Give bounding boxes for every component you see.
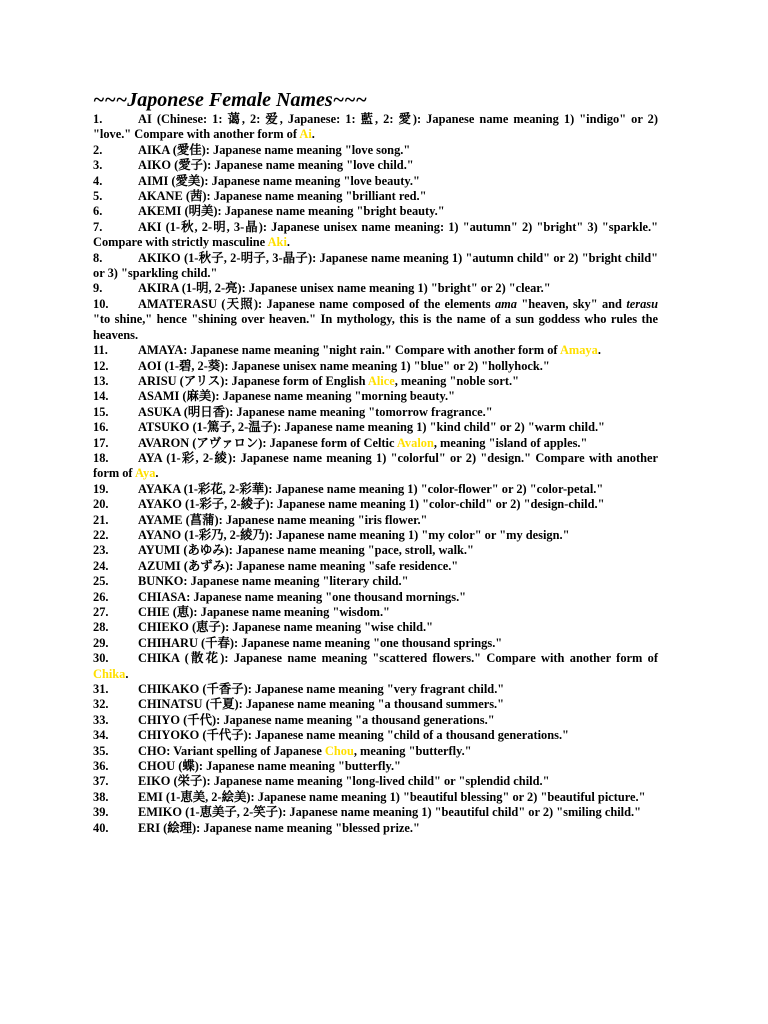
entry-number: 20.: [93, 497, 109, 512]
entry-number: 10.: [93, 296, 109, 311]
entry-number: 39.: [93, 805, 109, 820]
entry-number: 7.: [93, 219, 103, 234]
document-page: [93, 89, 658, 836]
entry-number: 17.: [93, 435, 109, 450]
entry-number: 18.: [93, 450, 109, 465]
entry-text: AMATERASU (天照): Japanese name composed of the elements: [138, 296, 495, 311]
entry-text: CHOU (蝶): Japanese name meaning "butterfly.": [138, 759, 401, 774]
entry-text: AYUMI (あゆみ): Japanese name meaning "pace, stroll, walk.": [138, 543, 474, 558]
entry-text: AOI (1-碧, 2-葵): Japanese unisex name meaning 1) "blue" or 2) "hollyhock.": [138, 358, 550, 373]
entry-text: AKI (1-秋, 2-明, 3-晶): Japanese unisex name meaning: 1) "autumn" 2) "bright" 3) "sparkle." Compare with strictly masculine: [93, 219, 658, 250]
entry-number: 25.: [93, 574, 109, 589]
list-item: [93, 559, 658, 574]
entry-text: .: [597, 343, 601, 358]
entry-text: AZUMI (あずみ): Japanese name meaning "safe residence.": [138, 558, 459, 573]
list-item: [93, 620, 658, 635]
entry-number: 2.: [93, 142, 103, 157]
entry-text: AYANO (1-彩乃, 2-綾乃): Japanese name meaning 1) "my color" or "my design.": [138, 527, 570, 542]
entry-number: 40.: [93, 820, 109, 835]
entry-number: 24.: [93, 558, 109, 573]
entry-number: 32.: [93, 697, 109, 712]
entry-text: .: [125, 666, 129, 681]
entry-text: BUNKO: Japanese name meaning "literary child.": [138, 574, 409, 589]
italic-term: terasu: [626, 296, 658, 311]
highlighted-name-reference: Chika: [93, 666, 126, 681]
entry-text: , meaning "noble sort.": [394, 373, 519, 388]
list-item: [93, 805, 658, 820]
list-item: [93, 204, 658, 219]
list-item: [93, 220, 658, 251]
highlighted-name-reference: Aki: [267, 235, 287, 250]
entry-number: 29.: [93, 635, 109, 650]
list-item: [93, 728, 658, 743]
entry-number: 36.: [93, 759, 109, 774]
entry-text: AKEMI (明美): Japanese name meaning "bright beauty.": [138, 204, 445, 219]
entry-number: 37.: [93, 774, 109, 789]
list-item: [93, 528, 658, 543]
list-item: [93, 297, 658, 343]
entry-text: CHIYO (千代): Japanese name meaning "a thousand generations.": [138, 712, 495, 727]
entry-text: ASUKA (明日香): Japanese name meaning "tomorrow fragrance.": [138, 404, 493, 419]
list-item: [93, 497, 658, 512]
list-item: [93, 451, 658, 482]
highlighted-name-reference: Alice: [367, 373, 395, 388]
list-item: [93, 389, 658, 404]
entry-text: CHIE (恵): Japanese name meaning "wisdom.": [138, 605, 390, 619]
entry-text: AIMI (愛美): Japanese name meaning "love beauty.": [138, 173, 420, 188]
list-item: [93, 158, 658, 173]
entry-number: 31.: [93, 682, 109, 697]
entry-text: ERI (絵理): Japanese name meaning "blessed prize.": [138, 820, 420, 835]
highlighted-name-reference: Aya: [134, 466, 156, 481]
list-item: [93, 744, 658, 759]
entry-text: EMIKO (1-恵美子, 2-笑子): Japanese name meaning 1) "beautiful child" or 2) "smiling child.": [138, 805, 641, 820]
entry-text: AYAME (菖蒲): Japanese name meaning "iris flower.": [138, 512, 428, 527]
highlighted-name-reference: Ai: [299, 127, 312, 142]
entry-number: 19.: [93, 481, 109, 496]
entry-text: AYA (1-彩, 2-綾): Japanese name meaning 1) "colorful" or 2) "design." Compare with another form of: [93, 450, 658, 481]
list-item: [93, 174, 658, 189]
entry-number: 26.: [93, 589, 109, 604]
list-item: [93, 636, 658, 651]
entry-text: CHIKAKO (千香子): Japanese name meaning "very fragrant child.": [138, 682, 505, 697]
page-title: ~~~Japonese Female Names~~~: [93, 89, 367, 111]
entry-number: 16.: [93, 420, 109, 435]
entry-number: 23.: [93, 543, 109, 558]
entry-text: AKIRA (1-明, 2-亮): Japanese unisex name meaning 1) "bright" or 2) "clear.": [138, 281, 551, 296]
entry-number: 38.: [93, 789, 109, 804]
entry-text: AIKO (愛子): Japanese name meaning "love child.": [138, 158, 414, 173]
entry-text: AVARON (アヴァロン): Japanese form of Celtic: [138, 435, 397, 450]
list-item: [93, 759, 658, 774]
entry-text: CHIASA: Japanese name meaning "one thousand mornings.": [138, 589, 467, 604]
italic-term: ama: [494, 296, 517, 311]
list-item: [93, 251, 658, 282]
entry-number: 1.: [93, 112, 103, 126]
entry-number: 3.: [93, 158, 103, 173]
entry-number: 15.: [93, 404, 109, 419]
list-item: [93, 374, 658, 389]
list-item: [93, 405, 658, 420]
entry-text: CHIKA (散花): Japanese name meaning "scattered flowers." Compare with another form of: [138, 651, 658, 666]
list-item: [93, 651, 658, 682]
name-list: [93, 112, 658, 836]
entry-number: 27.: [93, 605, 109, 619]
entry-text: .: [286, 235, 291, 250]
highlighted-name-reference: Amaya: [559, 343, 598, 358]
list-item: [93, 189, 658, 204]
entry-number: 11.: [93, 343, 108, 358]
entry-text: AYAKA (1-彩花, 2-彩華): Japanese name meaning 1) "color-flower" or 2) "color-petal.": [138, 481, 604, 496]
entry-number: 34.: [93, 728, 109, 743]
entry-text: AMAYA: Japanese name meaning "night rain." Compare with another form of: [138, 343, 560, 358]
entry-text: CHIEKO (恵子): Japanese name meaning "wise child.": [138, 620, 433, 635]
entry-text: ATSUKO (1-篤子, 2-温子): Japanese name meaning 1) "kind child" or 2) "warm child.": [138, 420, 605, 435]
list-item: [93, 543, 658, 558]
list-item: [93, 590, 658, 605]
entry-number: 12.: [93, 358, 109, 373]
entry-text: "heaven, sky" and: [517, 296, 627, 311]
list-item: [93, 682, 658, 697]
entry-text: ASAMI (麻美): Japanese name meaning "morning beauty.": [138, 389, 455, 404]
list-item: [93, 281, 658, 296]
entry-number: 5.: [93, 189, 103, 204]
entry-text: ARISU (アリス): Japanese form of English: [138, 373, 368, 388]
entry-text: CHIHARU (千春): Japanese name meaning "one thousand springs.": [138, 635, 503, 650]
entry-number: 30.: [93, 651, 109, 666]
entry-number: 35.: [93, 743, 109, 758]
list-item: [93, 436, 658, 451]
list-item: [93, 359, 658, 374]
entry-number: 8.: [93, 250, 103, 265]
entry-number: 21.: [93, 512, 109, 527]
entry-number: 6.: [93, 204, 103, 219]
list-item: [93, 420, 658, 435]
entry-number: 13.: [93, 373, 109, 388]
entry-text: AIKA (愛佳): Japanese name meaning "love song.": [138, 142, 411, 157]
entry-number: 4.: [93, 173, 103, 188]
list-item: [93, 143, 658, 158]
entry-text: , meaning "island of apples.": [433, 435, 588, 450]
list-item: [93, 112, 658, 143]
list-item: [93, 790, 658, 805]
list-item: [93, 343, 658, 358]
entry-text: AYAKO (1-彩子, 2-綾子): Japanese name meaning 1) "color-child" or 2) "design-child.": [138, 497, 605, 512]
entry-number: 14.: [93, 389, 109, 404]
entry-text: CHO: Variant spelling of Japanese: [138, 743, 325, 758]
entry-text: EMI (1-恵美, 2-絵美): Japanese name meaning 1) "beautiful blessing" or 2) "beautiful picture.": [138, 789, 646, 804]
entry-text: AKIKO (1-秋子, 2-明子, 3-晶子): Japanese name meaning 1) "autumn child" or 2) "bright child" or 3) "sparkling child.": [93, 250, 658, 281]
entry-number: 33.: [93, 712, 109, 727]
entry-text: CHINATSU (千夏): Japanese name meaning "a thousand summers.": [138, 697, 504, 712]
highlighted-name-reference: Chou: [324, 743, 354, 758]
entry-text: "to shine," hence "shining over heaven." In mythology, this is the name of a sun goddess who rules the heavens.: [93, 312, 658, 342]
highlighted-name-reference: Avalon: [396, 435, 434, 450]
entry-text: AKANE (茜): Japanese name meaning "brilliant red.": [138, 189, 427, 204]
entry-number: 9.: [93, 281, 103, 296]
entry-text: , meaning "butterfly.": [353, 743, 472, 758]
entry-text: .: [311, 127, 315, 142]
list-item: [93, 697, 658, 712]
entry-text: EIKO (栄子): Japanese name meaning "long-lived child" or "splendid child.": [138, 774, 550, 789]
list-item: [93, 482, 658, 497]
list-item: [93, 513, 658, 528]
entry-number: 28.: [93, 620, 109, 635]
entry-text: .: [155, 466, 159, 481]
list-item: [93, 821, 658, 836]
list-item: [93, 605, 658, 620]
list-item: [93, 774, 658, 789]
entry-number: 22.: [93, 527, 109, 542]
list-item: [93, 713, 658, 728]
entry-text: CHIYOKO (千代子): Japanese name meaning "child of a thousand generations.": [138, 728, 569, 743]
list-item: [93, 574, 658, 589]
entry-text: AI (Chinese: 1: 蔼, 2: 爱, Japanese: 1: 藍, 2: 愛): Japanese name meaning 1) "indigo" or 2) "love." Compare with another form of: [93, 112, 658, 142]
